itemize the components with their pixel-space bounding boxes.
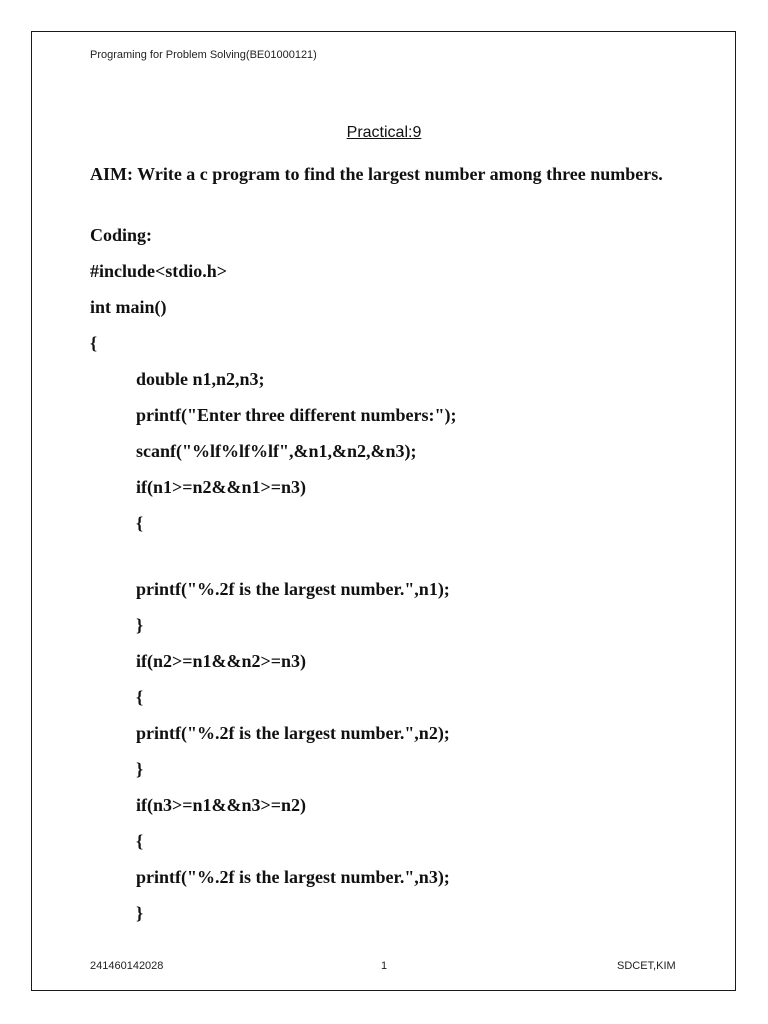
- code-line: }: [136, 615, 144, 635]
- aim-statement: AIM: Write a c program to find the largest number among three numbers.: [90, 164, 663, 184]
- code-line: #include<stdio.h>: [90, 261, 228, 281]
- code-line: {: [90, 333, 98, 353]
- code-line: printf("%.2f is the largest number.",n2);: [136, 723, 450, 743]
- page-header: Programing for Problem Solving(BE01000121): [90, 49, 317, 61]
- code-line: int main(): [90, 297, 167, 317]
- code-line: double n1,n2,n3;: [136, 369, 265, 389]
- code-line: }: [136, 759, 144, 779]
- code-line: {: [136, 513, 144, 533]
- code-line: printf("%.2f is the largest number.",n3);: [136, 867, 450, 887]
- code-line: printf("Enter three different numbers:");: [136, 405, 457, 425]
- code-line: if(n1>=n2&&n1>=n3): [136, 477, 307, 497]
- footer-institute: SDCET,KIM: [617, 960, 676, 972]
- footer-page-number: 1: [381, 960, 388, 972]
- code-line: {: [136, 831, 144, 851]
- code-line: {: [136, 687, 144, 707]
- code-line: if(n2>=n1&&n2>=n3): [136, 651, 307, 671]
- coding-label: Coding:: [90, 225, 153, 245]
- code-line: scanf("%lf%lf%lf",&n1,&n2,&n3);: [136, 441, 417, 461]
- code-line: }: [136, 903, 144, 923]
- practical-title: Practical:9: [346, 124, 422, 141]
- code-line: printf("%.2f is the largest number.",n1);: [136, 579, 450, 599]
- footer-enrollment: 241460142028: [90, 960, 164, 972]
- code-line: if(n3>=n1&&n3>=n2): [136, 795, 307, 815]
